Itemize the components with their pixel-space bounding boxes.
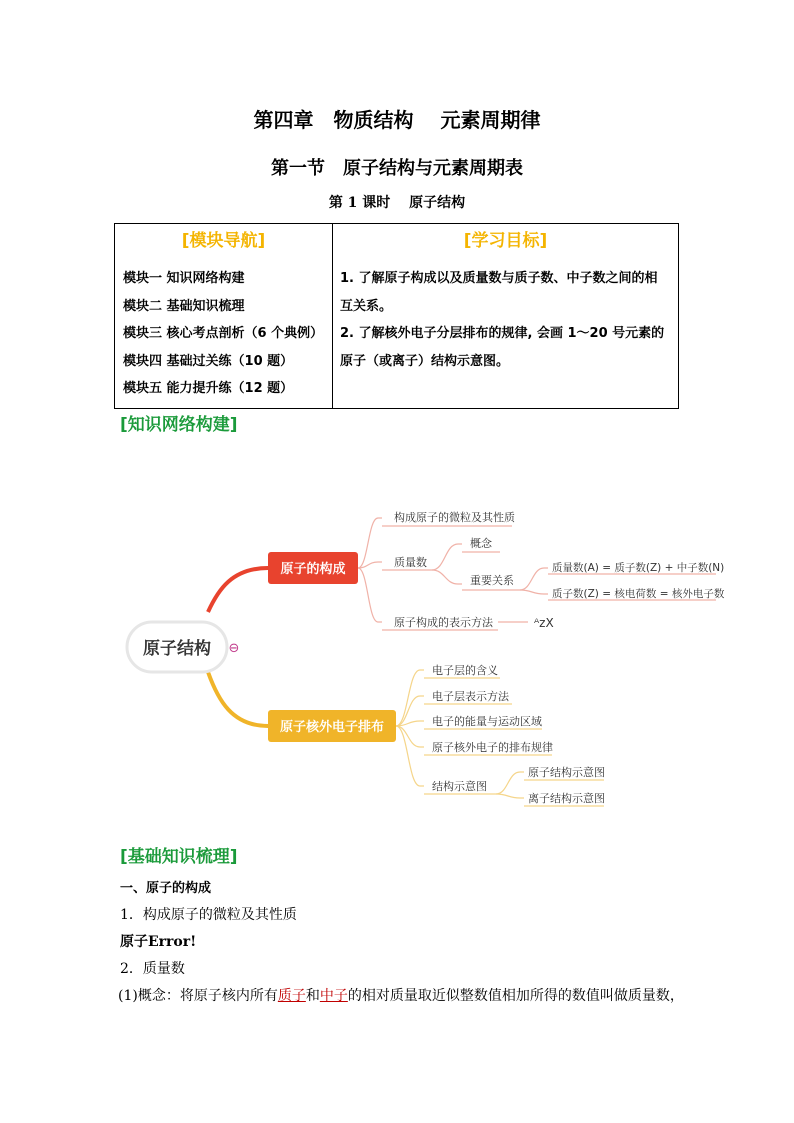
navigation-table	[114, 223, 679, 409]
mm-energy-region: 电子的能量与运动区域	[432, 715, 542, 728]
mm-ion-diagram: 离子结构示意图	[528, 792, 605, 805]
goal-list	[340, 265, 672, 375]
mm-atom-diagram: 原子结构示意图	[528, 766, 605, 779]
mm-structure-diagram: 结构示意图	[432, 780, 487, 793]
lesson-title: 第 1 课时 原子结构	[328, 195, 466, 211]
text-span: 的相对质量取近似整数值相加所得的数值叫做质量数，	[347, 988, 684, 1004]
mm-arrangement-rule: 原子核外电子的排布规律	[432, 741, 553, 754]
mm-mass-number: 质量数	[394, 556, 427, 569]
mm-particles: 构成原子的微粒及其性质	[394, 511, 515, 524]
mm-concept: 概念	[470, 537, 492, 550]
text-span: 和	[305, 988, 320, 1004]
paragraph: 1．构成原子的微粒及其性质	[120, 907, 297, 923]
blank-answer: 中子	[319, 988, 348, 1004]
chapter-title: 第四章 物质结构 元素周期律	[253, 108, 541, 132]
module-nav-heading: [模块导航]	[181, 231, 266, 251]
paragraph: 2．质量数	[120, 961, 185, 977]
learning-goals-heading: [学习目标]	[463, 231, 548, 251]
module-item: 模块五 能力提升练（12 题）	[123, 381, 294, 396]
goal-line: 互关系。	[340, 298, 393, 314]
module-item: 模块四 基础过关练（10 题）	[123, 353, 294, 369]
branch1-connector	[208, 568, 268, 612]
module-item: 模块一 知识网络构建	[123, 271, 245, 286]
knowledge-network-heading: [知识网络构建]	[120, 415, 238, 435]
collapse-icon[interactable]: ⊖	[228, 641, 240, 656]
mind-map	[0, 490, 794, 820]
blank-answer: 质子	[277, 988, 306, 1004]
mm-notation: 原子构成的表示方法	[394, 616, 493, 629]
module-item: 模块三 核心考点剖析（6 个典例）	[123, 326, 324, 341]
module-nav-cell	[115, 224, 333, 409]
goal-line: 2. 了解核外电子分层排布的规律, 会画 1～20 号元素的	[340, 326, 665, 341]
paragraph: 原子Error!	[120, 934, 197, 950]
subsection-heading: 一、原子的构成	[120, 881, 212, 896]
paragraph	[118, 985, 684, 1005]
mm-relation: 重要关系	[470, 574, 514, 587]
basics-heading: [基础知识梳理]	[120, 847, 238, 867]
mm-formula2: 质子数(Z) = 核电荷数 = 核外电子数	[552, 588, 725, 600]
module-list	[123, 265, 332, 403]
branch2-connector	[208, 672, 268, 726]
mm-symbol: ᴬzX	[534, 616, 554, 630]
branch1-label: 原子的构成	[280, 562, 346, 577]
text-span: (1)概念：将原子核内所有	[118, 988, 278, 1004]
learning-goals-cell	[333, 224, 679, 409]
root-label: 原子结构	[143, 639, 211, 659]
mm-shell-notation: 电子层表示方法	[432, 690, 509, 703]
goal-line: 原子（或离子）结构示意图。	[340, 353, 510, 369]
goal-line: 1. 了解原子构成以及质量数与质子数、中子数之间的相	[340, 271, 658, 286]
branch2-label: 原子核外电子排布	[279, 720, 385, 735]
mm-formula1: 质量数(A) = 质子数(Z) + 中子数(N)	[552, 562, 725, 574]
section-title: 第一节 原子结构与元素周期表	[271, 158, 523, 179]
module-item: 模块二 基础知识梳理	[123, 298, 245, 314]
mm-shell-meaning: 电子层的含义	[432, 664, 498, 677]
